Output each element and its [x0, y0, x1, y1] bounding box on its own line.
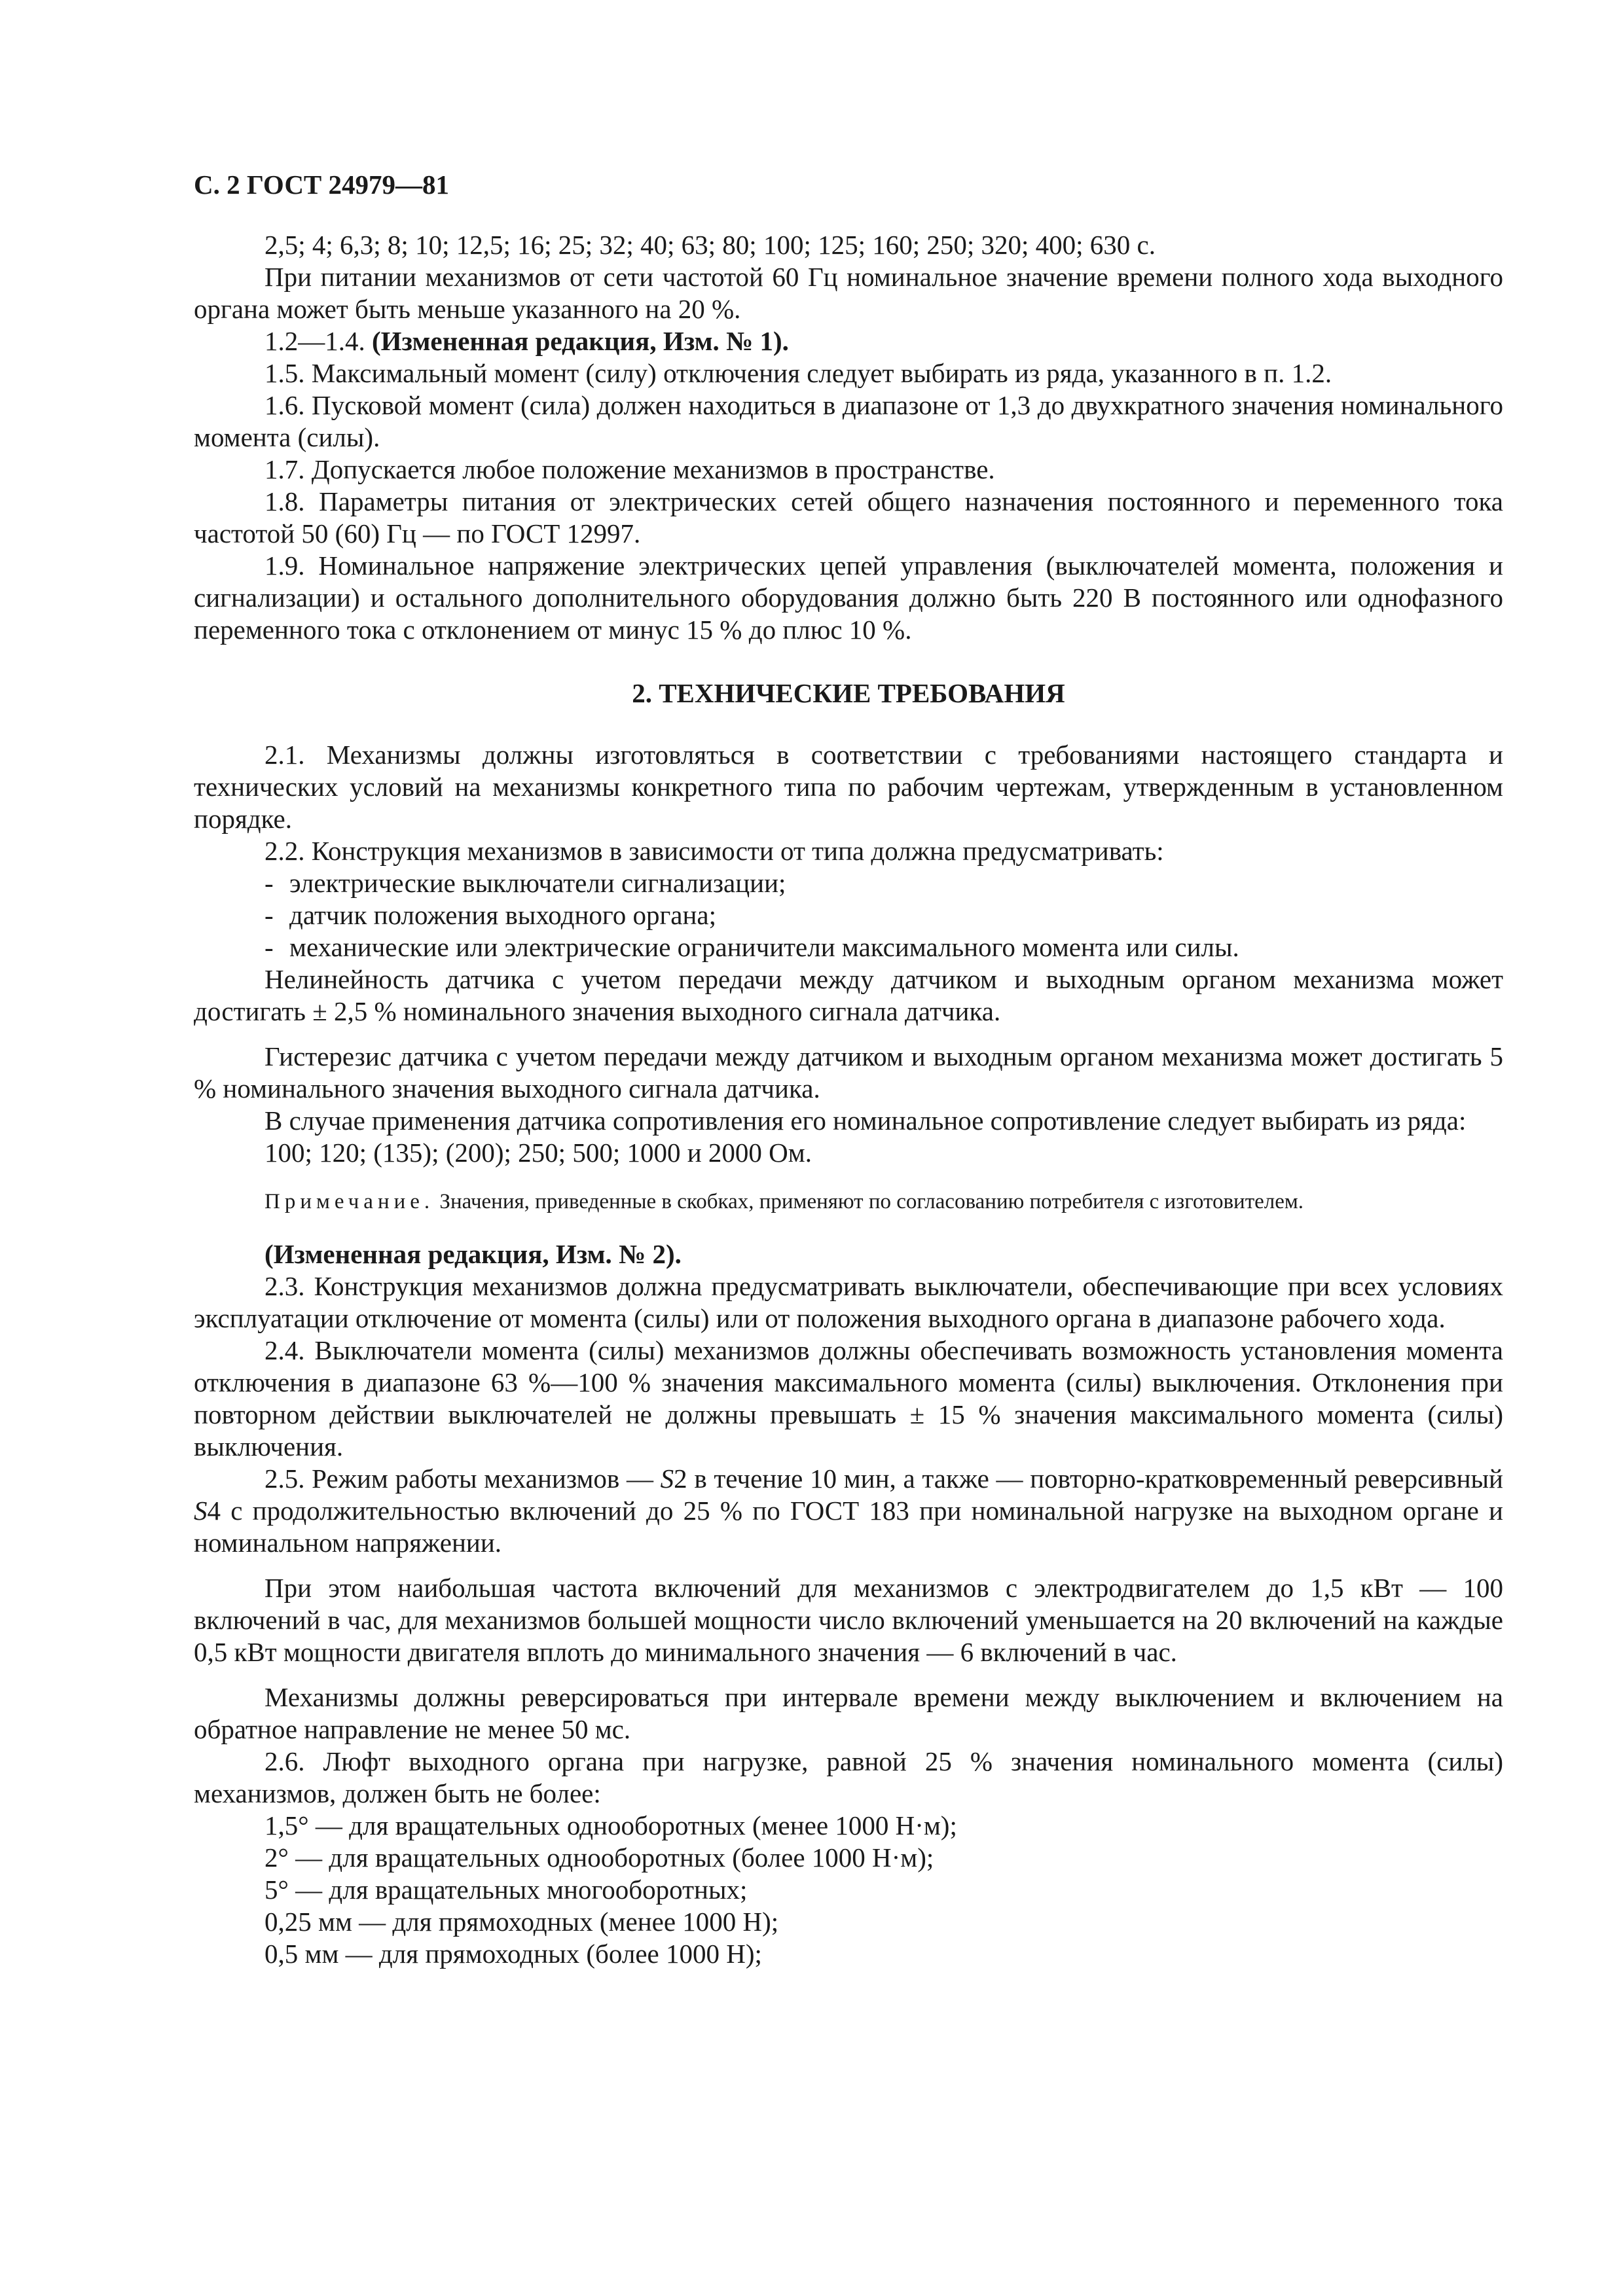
list-item-text: механические или электрические ограничители максимального момента или силы.: [289, 932, 1239, 962]
paragraph-frequency: При этом наибольшая частота включений для механизмов с электродвигателем до 1,5 кВт — 100 включений в час, для механизмов большей мощности число включений уменьшается на 20 включений на каждые 0,5 кВт мощности двигателя вплоть до минимального значения — 6 включений в час.: [194, 1573, 1503, 1667]
paragraph-hysteresis: Гистерезис датчика с учетом передачи между датчиком и выходным органом механизма может достигать 5 % номинального значения выходного сигнала датчика.: [194, 1041, 1503, 1103]
paragraph-2-1: 2.1. Механизмы должны изготовляться в соответствии с требованиями настоящего стандарта и технических условий на механизмы конкретного типа по рабочим чертежам, утвержденным в установленном порядке.: [194, 740, 1503, 834]
times-row: 2,5; 4; 6,3; 8; 10; 12,5; 16; 25; 32; 40; 63; 80; 100; 125; 160; 250; 320; 400; 630 с.: [264, 230, 1156, 260]
list-item-text: датчик положения выходного органа;: [289, 900, 717, 930]
paragraph-2-2: 2.2. Конструкция механизмов в зависимости от типа должна предусматривать:: [264, 836, 1164, 866]
paragraph-1-9: 1.9. Номинальное напряжение электрических цепей управления (выключателей момента, положения и сигнализации) и остального дополнительного оборудования должно быть 220 В постоянного или однофазного переменного тока с отклонением от минус 15 % до плюс 10 %.: [194, 550, 1503, 645]
mode-s4-symbol: S: [194, 1496, 208, 1526]
paragraph-1-6: 1.6. Пусковой момент (сила) должен находиться в диапазоне от 1,3 до двухкратного значения номинального момента (силы).: [194, 390, 1503, 452]
list-item: [194, 931, 1503, 963]
section-2-title: 2. ТЕХНИЧЕСКИЕ ТРЕБОВАНИЯ: [632, 678, 1065, 708]
edit-note-1-number: 1.2—1.4.: [264, 326, 365, 356]
paragraph-2-5-part-b: 2 в течение 10 мин, а также — повторно-кратковременный реверсивный: [674, 1463, 1503, 1494]
paragraph-60hz: При питании механизмов от сети частотой 60 Гц номинальное значение времени полного хода выходного органа может быть меньше указанного на 20 %.: [194, 262, 1503, 324]
edit-note-2: (Измененная редакция, Изм. № 2).: [264, 1239, 682, 1269]
list-item: 5° — для вращательных многооборотных;: [264, 1874, 748, 1905]
list-item: 0,25 мм — для прямоходных (менее 1000 Н);: [264, 1907, 779, 1937]
list-dash: -: [264, 868, 274, 898]
page-header: С. 2 ГОСТ 24979—81: [194, 170, 450, 200]
paragraph-2-5: [194, 1463, 1503, 1559]
paragraph-2-5-part-c: 4 с продолжительностью включений до 25 % по ГОСТ 183 при номинальной нагрузке на выходном органе и номинальном напряжении.: [194, 1496, 1503, 1558]
edit-note-1-text: (Измененная редакция, Изм. № 1).: [372, 326, 789, 356]
document-page: [194, 169, 1503, 1970]
paragraph-1-8: 1.8. Параметры питания от электрических сетей общего назначения постоянного и переменного тока частотой 50 (60) Гц — по ГОСТ 12997.: [194, 486, 1503, 548]
list-item: [194, 899, 1503, 931]
note: [194, 1189, 1503, 1215]
edit-note-1: [194, 325, 1503, 357]
paragraph-nonlinearity: Нелинейность датчика с учетом передачи между датчиком и выходным органом механизма может достигать ± 2,5 % номинального значения выходного сигнала датчика.: [194, 964, 1503, 1026]
paragraph-reverse: Механизмы должны реверсироваться при интервале времени между выключением и включением на обратное направление не менее 50 мс.: [194, 1682, 1503, 1744]
paragraph-resistance: В случае применения датчика сопротивления его номинальное сопротивление следует выбирать из ряда:: [264, 1105, 1467, 1136]
note-label: Примечание.: [264, 1190, 435, 1213]
paragraph-2-4: 2.4. Выключатели момента (силы) механизмов должны обеспечивать возможность установления момента отключения в диапазоне 63 %—100 % значения максимального момента (силы) выключения. Отклонения при повторном действии выключателей не должны превышать ± 15 % значения максимального момента (силы) выключения.: [194, 1335, 1503, 1462]
paragraph-2-5-part-a: 2.5. Режим работы механизмов —: [264, 1463, 661, 1494]
list-item-text: электрические выключатели сигнализации;: [289, 868, 786, 898]
paragraph-1-7: 1.7. Допускается любое положение механизмов в пространстве.: [264, 454, 995, 484]
mode-s2-symbol: S: [660, 1463, 674, 1494]
note-text: Значения, приведенные в скобках, применяют по согласованию потребителя с изготовителем.: [434, 1190, 1304, 1213]
paragraph-2-6: 2.6. Люфт выходного органа при нагрузке, равной 25 % значения номинального момента (силы) механизмов, должен быть не более:: [194, 1746, 1503, 1808]
list-item: 2° — для вращательных однооборотных (более 1000 Н·м);: [264, 1842, 934, 1873]
list-item: [194, 867, 1503, 899]
paragraph-1-5: 1.5. Максимальный момент (силу) отключения следует выбирать из ряда, указанного в п. 1.2.: [264, 358, 1332, 388]
list-dash: -: [264, 932, 274, 962]
list-item: 1,5° — для вращательных однооборотных (менее 1000 Н·м);: [264, 1810, 957, 1840]
list-dash: -: [264, 900, 274, 930]
list-item: 0,5 мм — для прямоходных (более 1000 Н);: [264, 1939, 762, 1969]
resistance-values: 100; 120; (135); (200); 250; 500; 1000 и 2000 Ом.: [264, 1138, 812, 1168]
paragraph-2-3: 2.3. Конструкция механизмов должна предусматривать выключатели, обеспечивающие при всех условиях эксплуатации отключение от момента (силы) или от положения выходного органа в диапазоне рабочего хода.: [194, 1271, 1503, 1333]
